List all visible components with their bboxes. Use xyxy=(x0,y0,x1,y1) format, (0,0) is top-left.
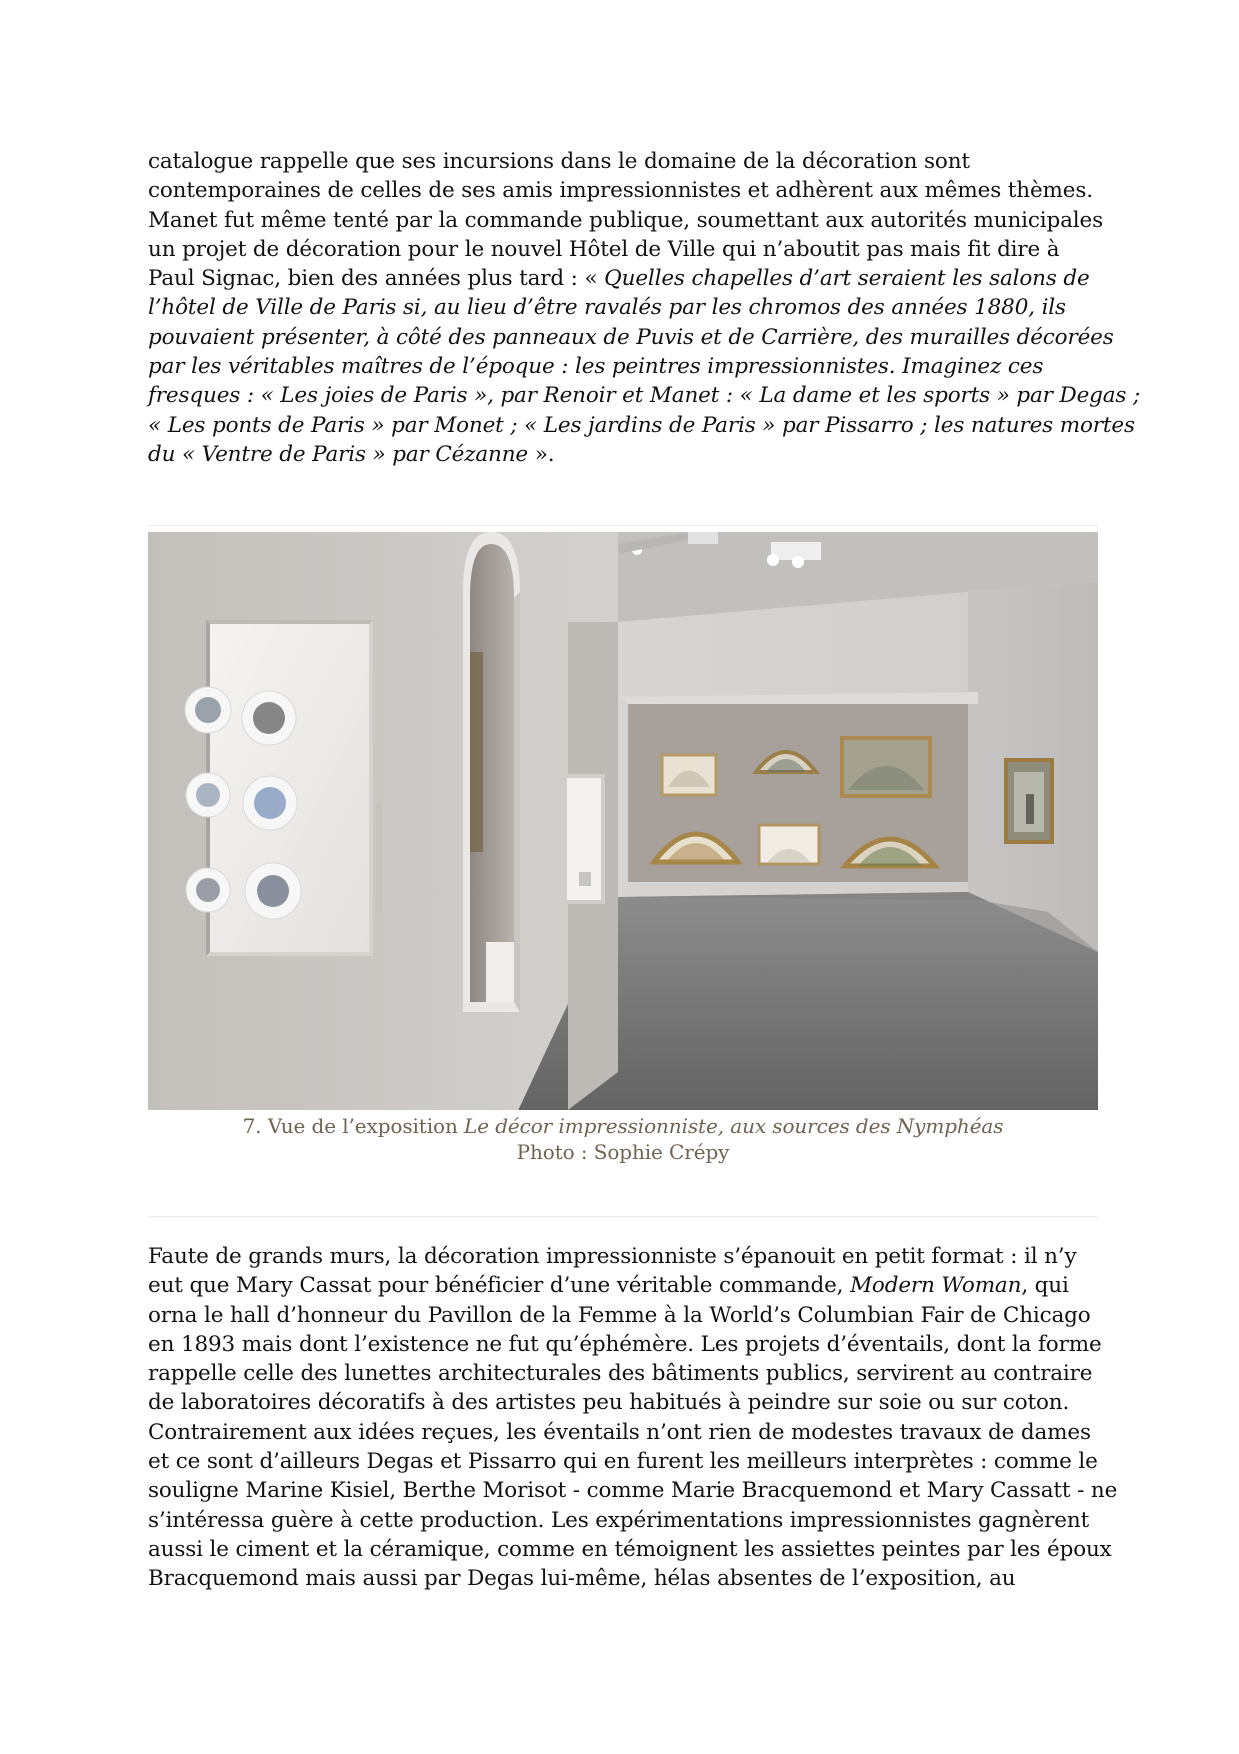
paragraph-top xyxy=(148,147,1141,469)
text-line: et ce sont d’ailleurs Degas et Pissarro qui en furent les meilleurs interprètes : comme le xyxy=(148,1449,1098,1475)
text-line: fresques : « Les joies de Paris », par Renoir et Manet : « La dame et les sports » par Degas ; xyxy=(148,383,1141,409)
text-line: souligne Marine Kisiel, Berthe Morisot - comme Marie Bracquemond et Mary Cassatt - ne xyxy=(148,1478,1118,1504)
text-line: Paul Signac, bien des années plus tard : « Quelles chapelles d’art seraient les salons de xyxy=(148,266,1090,292)
text-line: un projet de décoration pour le nouvel Hôtel de Ville qui n’aboutit pas mais fit dire à xyxy=(148,236,1060,262)
exhibition-photo xyxy=(148,532,1098,1110)
text-line: contemporaines de celles de ses amis impressionnistes et adhèrent aux mêmes thèmes. xyxy=(148,178,1093,204)
text-line: orna le hall d’honneur du Pavillon de la Femme à la World’s Columbian Fair de Chicago xyxy=(148,1302,1091,1328)
text-line: par les véritables maîtres de l’époque : les peintres impressionnistes. Imaginez ces xyxy=(148,354,1044,380)
text-line: en 1893 mais dont l’existence ne fut qu’éphémère. Les projets d’éventails, dont la forme xyxy=(148,1331,1102,1357)
text-line: de laboratoires décoratifs à des artistes peu habitués à peindre sur soie ou sur coton. xyxy=(148,1390,1070,1416)
text-line: catalogue rappelle que ses incursions dans le domaine de la décoration sont xyxy=(148,149,970,174)
text-line: eut que Mary Cassat pour bénéficier d’une véritable commande, Modern Woman, qui xyxy=(148,1273,1069,1299)
figure-caption: 7. Vue de l’exposition Le décor impressionniste, aux sources des Nymphéas xyxy=(242,1114,1004,1138)
text-line: pouvaient présenter, à côté des panneaux de Puvis et de Carrière, des murailles décorées xyxy=(148,324,1114,350)
photo-credit: Photo : Sophie Crépy xyxy=(516,1140,730,1164)
text-line: s’intéressa guère à cette production. Les expérimentations impressionnistes gagnèrent xyxy=(148,1507,1090,1533)
text-line: « Les ponts de Paris » par Monet ; « Les jardins de Paris » par Pissarro ; les natures mortes xyxy=(148,412,1135,438)
text-line: l’hôtel de Ville de Paris si, au lieu d’être ravalés par les chromos des années 1880, ils xyxy=(148,295,1066,321)
text-line: Manet fut même tenté par la commande publique, soumettant aux autorités municipales xyxy=(148,207,1103,233)
text-line: rappelle celle des lunettes architecturales des bâtiments publics, servirent au contraire xyxy=(148,1361,1093,1387)
paragraph-bottom xyxy=(148,1242,1118,1594)
text-line: Bracquemond mais aussi par Degas lui-même, hélas absentes de l’exposition, au xyxy=(148,1566,1016,1592)
text-line: du « Ventre de Paris » par Cézanne ». xyxy=(148,441,555,467)
separator-line xyxy=(148,525,1098,526)
text-line: Faute de grands murs, la décoration impressionniste s’épanouit en petit format : il n’y xyxy=(148,1244,1077,1269)
separator-line xyxy=(148,1216,1098,1217)
text-line: aussi le ciment et la céramique, comme en témoignent les assiettes peintes par les époux xyxy=(148,1536,1112,1562)
text-line: Contrairement aux idées reçues, les éventails n’ont rien de modestes travaux de dames xyxy=(148,1419,1091,1445)
